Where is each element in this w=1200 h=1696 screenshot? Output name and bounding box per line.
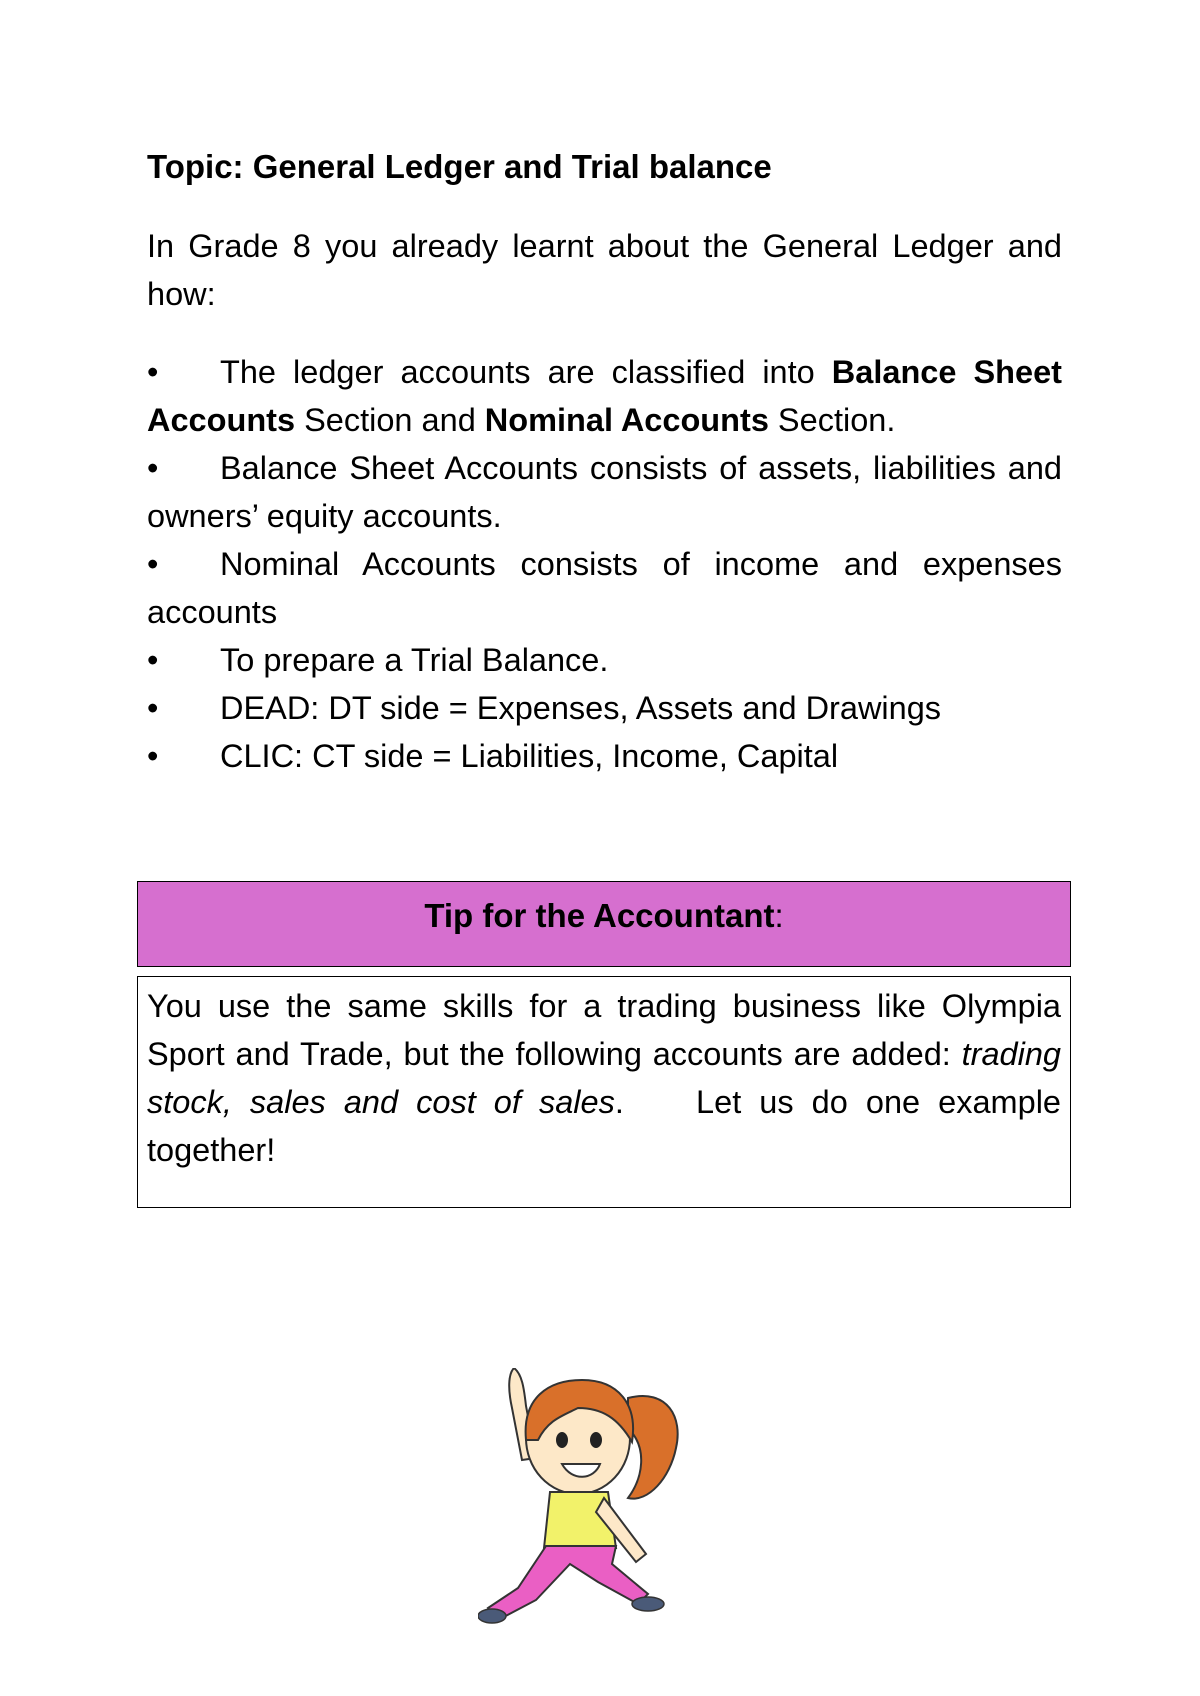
list-item: • The ledger accounts are classified into Balance Sheet Accounts Section and Nominal Accounts Section.: [147, 348, 1062, 444]
list-item: • DEAD: DT side = Expenses, Assets and Drawings: [147, 684, 1062, 732]
bold-term: Balance Sheet Accounts: [147, 354, 1063, 438]
bullet-list: [147, 348, 1062, 780]
bullet-icon: •: [147, 642, 159, 678]
bullet-icon: •: [147, 690, 159, 726]
tip-body-box: [137, 976, 1071, 1208]
list-item: • Nominal Accounts consists of income and expenses accounts: [147, 540, 1062, 636]
italic-terms: trading stock, sales and cost of sales: [147, 1036, 1061, 1120]
bold-term: Nominal Accounts: [484, 402, 769, 438]
bullet-icon: •: [147, 546, 159, 582]
tip-header: Tip for the Accountant:: [137, 881, 1071, 967]
list-item: • Balance Sheet Accounts consists of assets, liabilities and owners’ equity accounts.: [147, 444, 1062, 540]
bullet-icon: •: [147, 738, 159, 774]
cartoon-girl-exercising-icon: [478, 1368, 718, 1628]
list-item: • To prepare a Trial Balance.: [147, 636, 1062, 684]
bullet-icon: •: [147, 354, 159, 390]
list-item: • CLIC: CT side = Liabilities, Income, Capital: [147, 732, 1062, 780]
page-title: Topic: General Ledger and Trial balance: [147, 148, 772, 185]
tip-heading: Tip for the Accountant: [424, 897, 775, 934]
tip-paragraph: You use the same skills for a trading business like Olympia Sport and Trade, but the following accounts are added: trading stock, sales and cost of sales. Let us do one example together!: [147, 988, 1071, 1168]
bullet-icon: •: [147, 450, 159, 486]
intro-paragraph: In Grade 8 you already learnt about the General Ledger and how:: [147, 228, 1062, 312]
